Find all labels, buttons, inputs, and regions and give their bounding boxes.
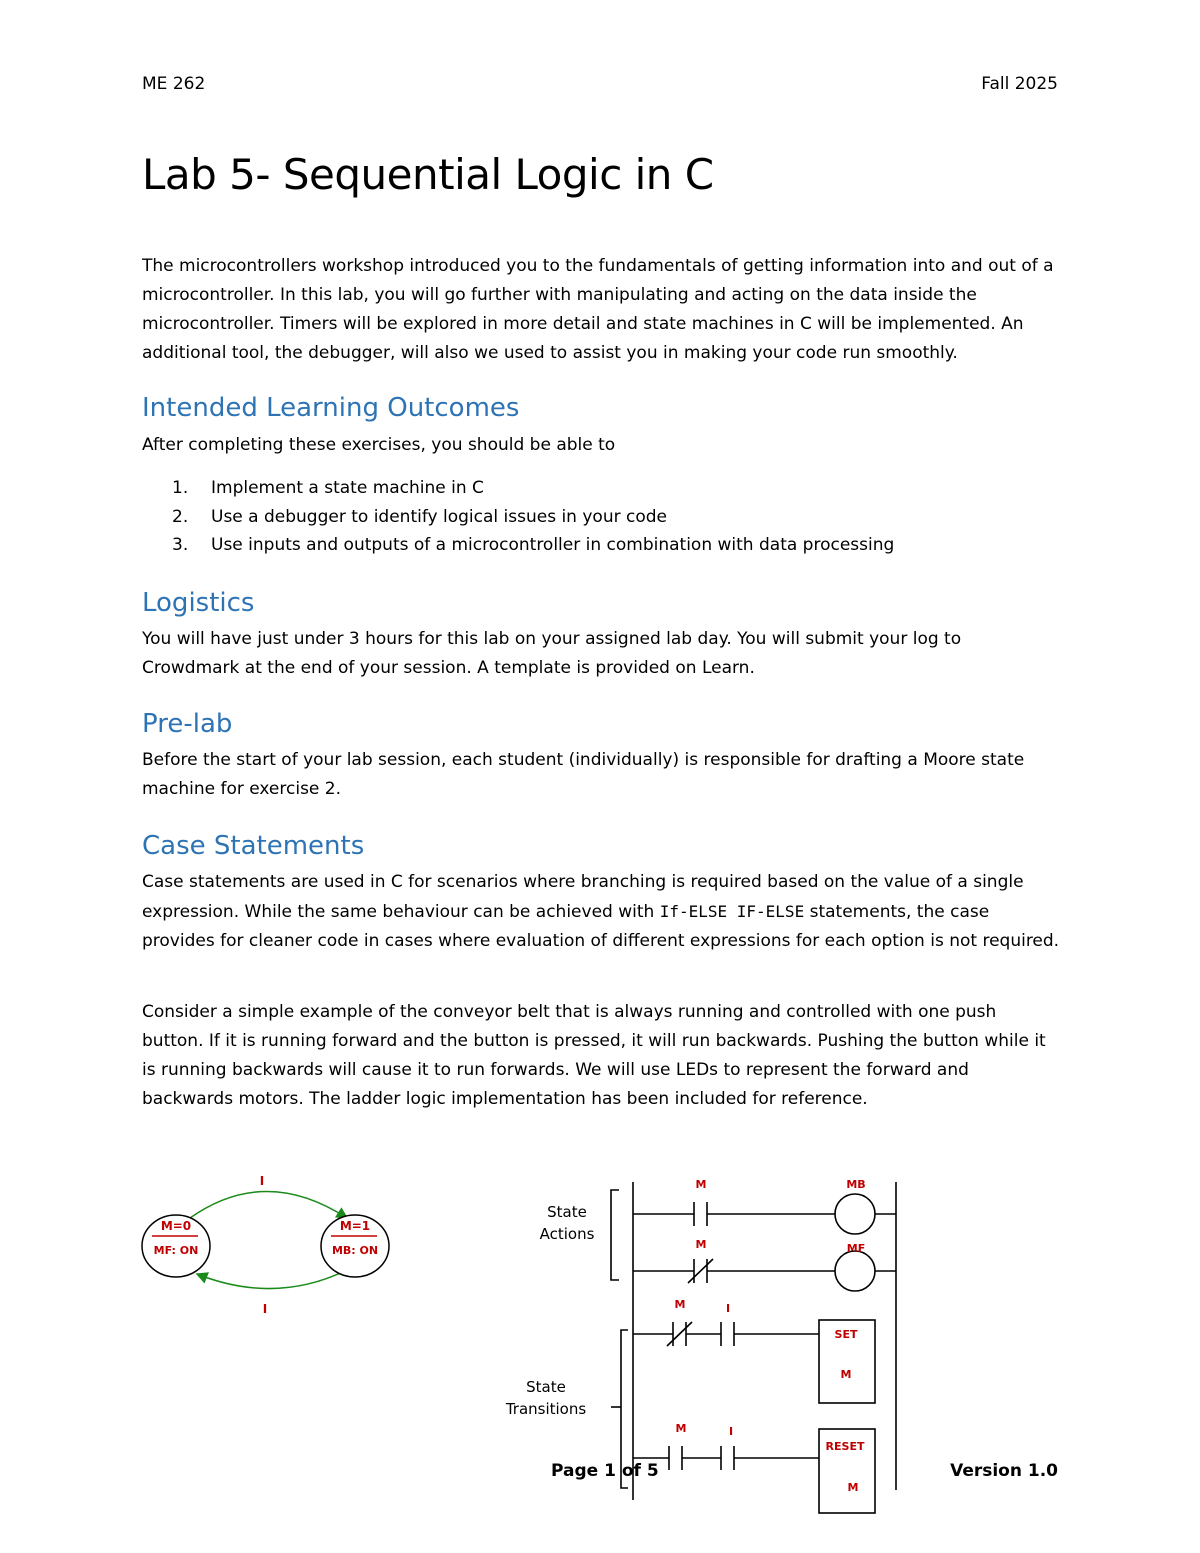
list-text: Use a debugger to identify logical issues in your code xyxy=(211,506,667,527)
case-paragraph-2: Consider a simple example of the conveyor belt that is always running and controlled with one push button. If it is running forward and the button is pressed, it will run backwards. Pushing the button while it is running backwards will cause it to run forwards. We will use LEDs to represent the forward and backwards motors. The ladder logic implementation has been included for reference. xyxy=(142,1002,1046,1109)
prelab-paragraph: Before the start of your lab session, each student (individually) is responsible for drafting a Moore state machine for exercise 2. xyxy=(142,750,1025,799)
transitions-label-line1: State xyxy=(526,1378,566,1396)
state-a-top-label: M=0 xyxy=(160,1219,192,1233)
list-number: 3. xyxy=(172,535,189,555)
outcomes-lead: After completing these exercises, you should be able to xyxy=(142,435,616,455)
rung2-coil-label: MF xyxy=(846,1242,866,1255)
transition-label-bottom: I xyxy=(262,1302,268,1316)
outcomes-heading: Intended Learning Outcomes xyxy=(142,393,520,423)
list-number: 2. xyxy=(172,506,189,527)
rung2-contact-label: M xyxy=(695,1238,707,1251)
rung4-contact2-label: I xyxy=(728,1425,734,1438)
actions-bracket xyxy=(611,1190,619,1280)
state-b-bottom-label: MB: ON xyxy=(331,1244,379,1257)
transition-arrow-top xyxy=(190,1192,347,1219)
transition-label-top: I xyxy=(259,1174,265,1188)
rung1-contact-label: M xyxy=(695,1178,707,1191)
set-variable: M xyxy=(840,1368,852,1381)
page-title: Lab 5- Sequential Logic in C xyxy=(142,150,714,199)
list-text: Use inputs and outputs of a microcontroller in combination with data processing xyxy=(211,535,895,555)
version-label: Version 1.0 xyxy=(950,1461,1058,1481)
actions-label-line1: State xyxy=(547,1203,587,1221)
reset-label: RESET xyxy=(825,1440,865,1453)
transitions-label-line2: Transitions xyxy=(505,1400,587,1418)
rung3-contact2-label: I xyxy=(725,1302,731,1315)
case-heading: Case Statements xyxy=(142,831,365,861)
state-b-top-label: M=1 xyxy=(339,1219,371,1233)
logistics-heading: Logistics xyxy=(142,588,255,618)
state-a-bottom-label: MF: ON xyxy=(153,1244,199,1257)
coil-mb xyxy=(835,1194,875,1234)
code-snippet: If-ELSE IF-ELSE xyxy=(659,902,805,921)
coil-mf xyxy=(835,1251,875,1291)
rung4-contact1-label: M xyxy=(675,1422,687,1435)
state-diagram xyxy=(142,1174,389,1316)
header-term: Fall 2025 xyxy=(981,74,1058,94)
case-text-b: statements, the case provides for cleaner code in cases where evaluation of different expressions for each option is not required. xyxy=(142,902,1060,951)
page-number: Page 1 of 5 xyxy=(551,1461,659,1481)
logistics-paragraph: You will have just under 3 hours for this lab on your assigned lab day. You will submit your log to Crowdmark at the end of your session. A template is provided on Learn. xyxy=(142,629,962,678)
set-label: SET xyxy=(834,1328,858,1341)
case-text-a: Case statements are used in C for scenarios where branching is required based on the value of a single expression. While the same behaviour can be achieved with xyxy=(142,872,1024,922)
intro-paragraph: The microcontrollers workshop introduced you to the fundamentals of getting information into and out of a microcontroller. In this lab, you will go further with manipulating and acting on the data inside the microcontroller. Timers will be explored in more detail and state machines in C will be implemented. An additional tool, the debugger, will also we used to assist you in making your code run smoothly. xyxy=(142,256,1054,363)
rung1-coil-label: MB xyxy=(846,1178,866,1191)
transition-arrow-bottom xyxy=(197,1270,347,1289)
actions-label-line2: Actions xyxy=(539,1225,595,1243)
reset-variable: M xyxy=(847,1481,859,1494)
list-text: Implement a state machine in C xyxy=(211,478,484,498)
header-course: ME 262 xyxy=(142,74,206,94)
rung3-contact1-label: M xyxy=(674,1298,686,1311)
prelab-heading: Pre-lab xyxy=(142,709,233,739)
list-number: 1. xyxy=(172,478,189,498)
